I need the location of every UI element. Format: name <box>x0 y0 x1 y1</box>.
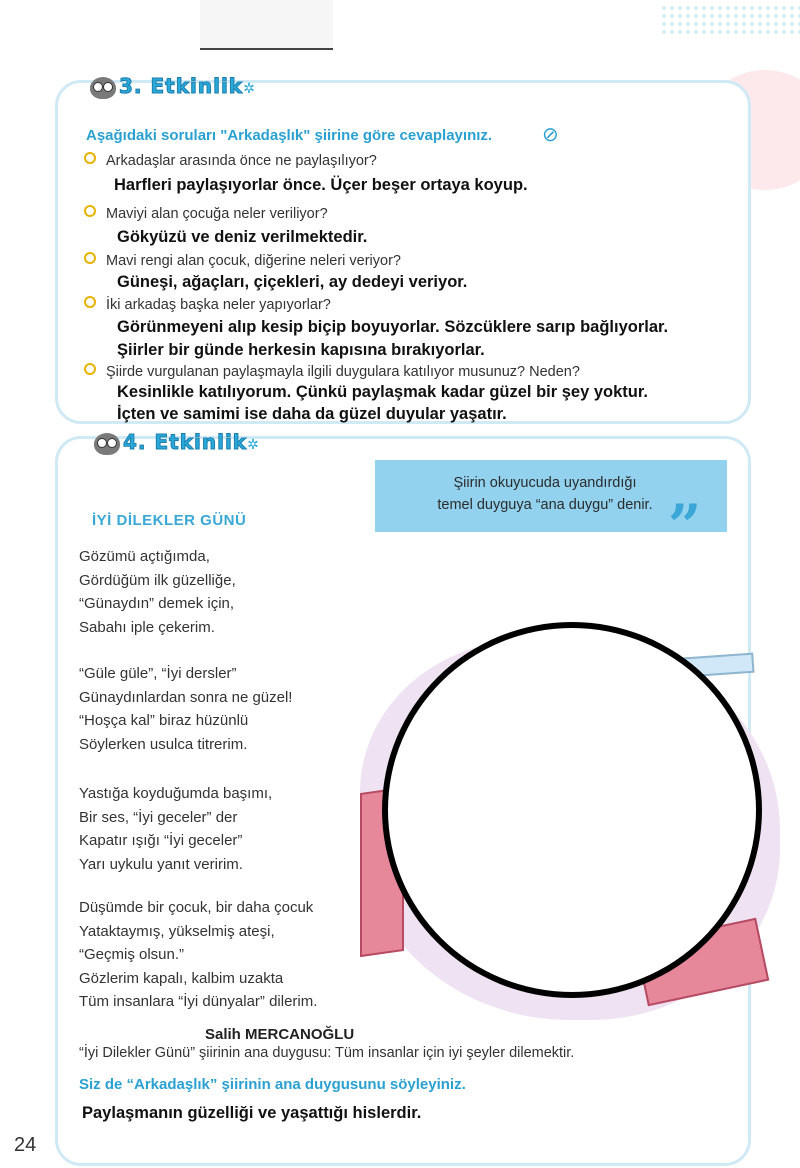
activity-3-badge: 3. Etkinlik✲ <box>90 74 256 99</box>
question-5: Şiirde vurgulanan paylaşmayla ilgili duygulara katılıyor musunuz? Neden? <box>84 363 580 380</box>
activity-4-answer: Paylaşmanın güzelliği ve yaşattığı hislerdir. <box>82 1104 422 1122</box>
stanza-2 <box>79 662 292 756</box>
stanza-1 <box>79 545 236 639</box>
answer-3: Güneşi, ağaçları, çiçekleri, ay dedeyi veriyor. <box>117 273 468 291</box>
bullet-icon <box>84 363 96 375</box>
bullet-icon <box>84 205 96 217</box>
question-2: Maviyi alan çocuğa neler veriliyor? <box>84 205 328 222</box>
poem-line: Söylerken usulca titrerim. <box>79 735 248 753</box>
activity-3-instruction: Aşağıdaki soruları "Arkadaşlık" şiirine göre cevaplayınız. <box>86 127 493 144</box>
answer-2: Gökyüzü ve deniz verilmektedir. <box>117 228 368 246</box>
star-icon: ✲ <box>247 437 260 453</box>
question-3: Mavi rengi alan çocuk, diğerine neleri veriyor? <box>84 252 401 269</box>
poem-line: Yataktaymış, yükselmiş ateşi, <box>79 922 275 940</box>
activity-4-badge: 4. Etkinlik✲ <box>94 430 260 455</box>
poem-line: “Günaydın” demek için, <box>79 595 235 612</box>
poem-line: Günaydınlardan sonra ne güzel! <box>79 688 293 706</box>
quote-mark-icon: ” <box>668 492 702 560</box>
bullet-icon <box>84 296 96 308</box>
callout-line-1: Şiirin okuyucuda uyandırdığı <box>453 475 637 491</box>
paperclip-icon: ⊘ <box>542 124 559 146</box>
callout-line-2: temel duyguya “ana duygu” denir. <box>437 497 653 513</box>
poem-line: “Güle güle”, “İyi dersler” <box>79 665 237 682</box>
question-1: Arkadaşlar arasında önce ne paylaşılıyor? <box>84 152 377 169</box>
poem-line: Yastığa koyduğumda başımı, <box>79 785 273 802</box>
answer-1: Harfleri paylaşıyorlar önce. Üçer beşer ortaya koyup. <box>114 176 528 194</box>
answer-5-line-2: İçten ve samimi ise daha da güzel duyular yaşatır. <box>117 405 507 423</box>
answer-5-line-1: Kesinlikle katılıyorum. Çünkü paylaşmak kadar güzel bir şey yoktur. <box>117 383 648 401</box>
poem-line: Kapatır ışığı “İyi geceler” <box>79 832 243 849</box>
owl-icon <box>90 77 116 99</box>
poem-line: Gözlerim kapalı, kalbim uzakta <box>79 969 284 987</box>
dot-pattern-decoration <box>660 4 800 34</box>
top-strip <box>200 0 333 50</box>
redaction-circle <box>382 622 762 998</box>
main-emotion-statement: “İyi Dilekler Günü” şiirinin ana duygusu: Tüm insanlar için iyi şeyler dilemektir. <box>79 1045 575 1061</box>
poem-line: Gözümü açtığımda, <box>79 548 210 565</box>
star-icon: ✲ <box>243 81 256 97</box>
stanza-4 <box>79 896 317 1014</box>
poem-line: Yarı uykulu yanıt veririm. <box>79 855 243 873</box>
activity-4-instruction: Siz de “Arkadaşlık” şiirinin ana duygusunu söyleyiniz. <box>79 1076 466 1093</box>
poem-line: Gördüğüm ilk güzelliğe, <box>79 571 236 589</box>
owl-icon <box>94 433 120 455</box>
poem-line: Düşümde bir çocuk, bir daha çocuk <box>79 899 314 916</box>
stanza-3 <box>79 782 272 876</box>
question-4: İki arkadaş başka neler yapıyorlar? <box>84 296 331 313</box>
answer-4-line-2: Şiirler bir günde herkesin kapısına bırakıyorlar. <box>117 341 485 359</box>
poem-line: “Geçmiş olsun.” <box>79 946 185 963</box>
bullet-icon <box>84 152 96 164</box>
poem-title: İYİ DİLEKLER GÜNÜ <box>92 512 247 529</box>
poem-line: Bir ses, “İyi geceler” der <box>79 808 238 826</box>
poem-line: “Hoşça kal” biraz hüzünlü <box>79 712 249 729</box>
page-number: 24 <box>14 1134 37 1156</box>
bullet-icon <box>84 252 96 264</box>
answer-4-line-1: Görünmeyeni alıp kesip biçip boyuyorlar. Sözcüklere sarıp bağlıyorlar. <box>117 318 669 336</box>
poem-author: Salih MERCANOĞLU <box>205 1026 355 1043</box>
poem-line: Tüm insanlara “İyi dünyalar” dilerim. <box>79 993 318 1010</box>
poem-line: Sabahı iple çekerim. <box>79 618 215 636</box>
